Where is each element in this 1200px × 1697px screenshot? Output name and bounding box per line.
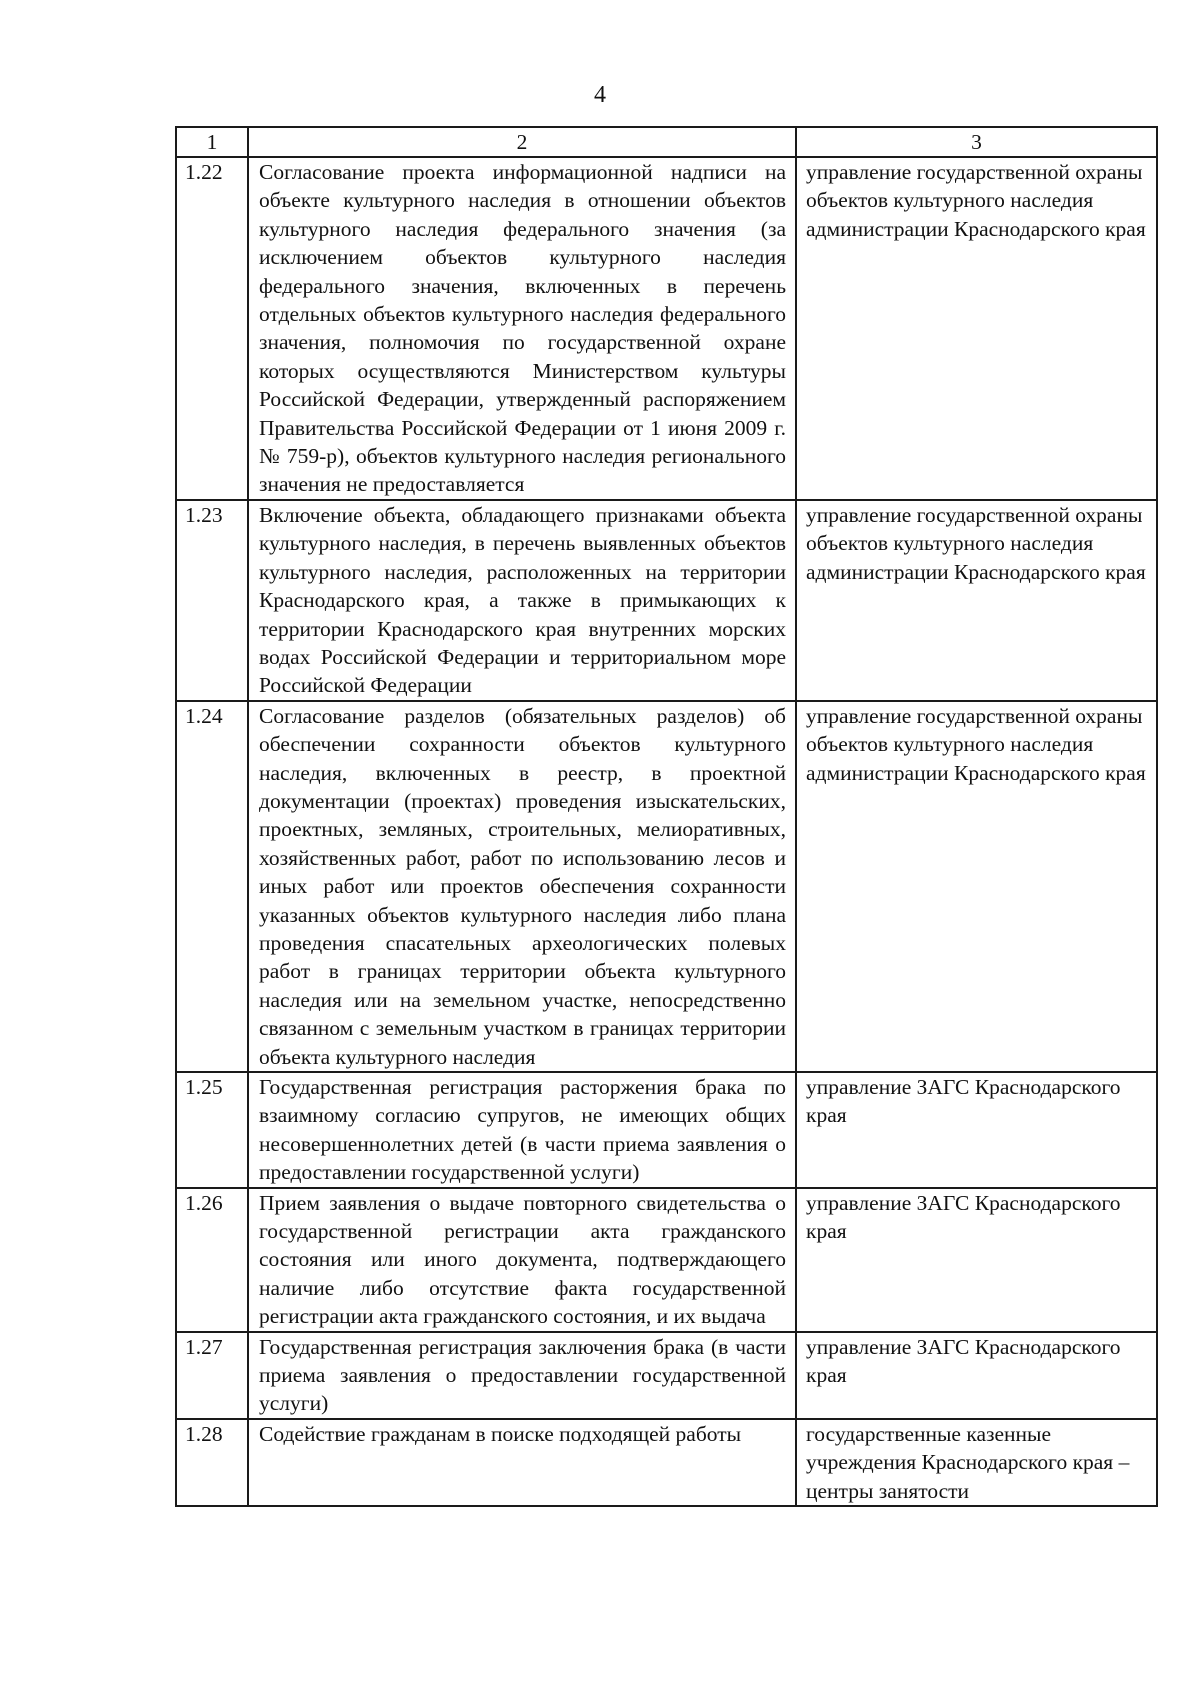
service-name: Включение объекта, обладающего признаками объекта культурного наследия, в перечень выявленных объектов культурного наследия, расположенных на территории Краснодарского края, а также в примыкающих к территории Краснодарского края внутренних морских водах Российской Федерации и территориальном море Российской Федерации [248,500,796,701]
responsible-authority: государственные казенные учреждения Краснодарского края – центры занятости [796,1419,1157,1506]
row-number: 1.27 [176,1332,248,1419]
page-number: 4 [594,82,606,108]
responsible-authority: управление государственной охраны объектов культурного наследия администрации Краснодарского края [796,500,1157,701]
service-name: Содействие гражданам в поиске подходящей работы [248,1419,796,1506]
table-row [176,1072,1157,1188]
table-row [176,1419,1157,1506]
row-number: 1.22 [176,157,248,500]
service-name: Прием заявления о выдаче повторного свидетельства о государственной регистрации акта гражданского состояния или иного документа, подтверждающего наличие либо отсутствие факта государственной регистрации акта гражданского состояния, и их выдача [248,1188,796,1332]
responsible-authority: управление ЗАГС Краснодарского края [796,1188,1157,1332]
column-header-authority: 3 [796,127,1157,157]
responsible-authority: управление государственной охраны объектов культурного наследия администрации Краснодарского края [796,701,1157,1072]
table-header-row [176,127,1157,157]
column-header-service: 2 [248,127,796,157]
services-table [175,126,1158,1507]
row-number: 1.25 [176,1072,248,1188]
row-number: 1.23 [176,500,248,701]
responsible-authority: управление ЗАГС Краснодарского края [796,1072,1157,1188]
column-header-number: 1 [176,127,248,157]
service-name: Согласование проекта информационной надписи на объекте культурного наследия в отношении объектов культурного наследия федерального значения (за исключением объектов культурного наследия федерального значения, включенных в перечень отдельных объектов культурного наследия федерального значения, полномочия по государственной охране которых осуществляются Министерством культуры Российской Федерации, утвержденный распоряжением Правительства Российской Федерации от 1 июня 2009 г. № 759-р), объектов культурного наследия регионального значения не предоставляется [248,157,796,500]
table-row [176,701,1157,1072]
table-row [176,1188,1157,1332]
responsible-authority: управление государственной охраны объектов культурного наследия администрации Краснодарского края [796,157,1157,500]
service-name: Государственная регистрация заключения брака (в части приема заявления о предоставлении государственной услуги) [248,1332,796,1419]
row-number: 1.26 [176,1188,248,1332]
row-number: 1.28 [176,1419,248,1506]
table-row [176,500,1157,701]
service-name: Согласование разделов (обязательных разделов) об обеспечении сохранности объектов культурного наследия, включенных в реестр, в проектной документации (проектах) проведения изыскательских, проектных, земляных, строительных, мелиоративных, хозяйственных работ, работ по использованию лесов и иных работ или проектов обеспечения сохранности указанных объектов культурного наследия либо плана проведения спасательных археологических полевых работ в границах территории объекта культурного наследия или на земельном участке, непосредственно связанном с земельным участком в границах территории объекта культурного наследия [248,701,796,1072]
row-number: 1.24 [176,701,248,1072]
service-name: Государственная регистрация расторжения брака по взаимному согласию супругов, не имеющих общих несовершеннолетних детей (в части приема заявления о предоставлении государственной услуги) [248,1072,796,1188]
table-row [176,157,1157,500]
table-row [176,1332,1157,1419]
responsible-authority: управление ЗАГС Краснодарского края [796,1332,1157,1419]
